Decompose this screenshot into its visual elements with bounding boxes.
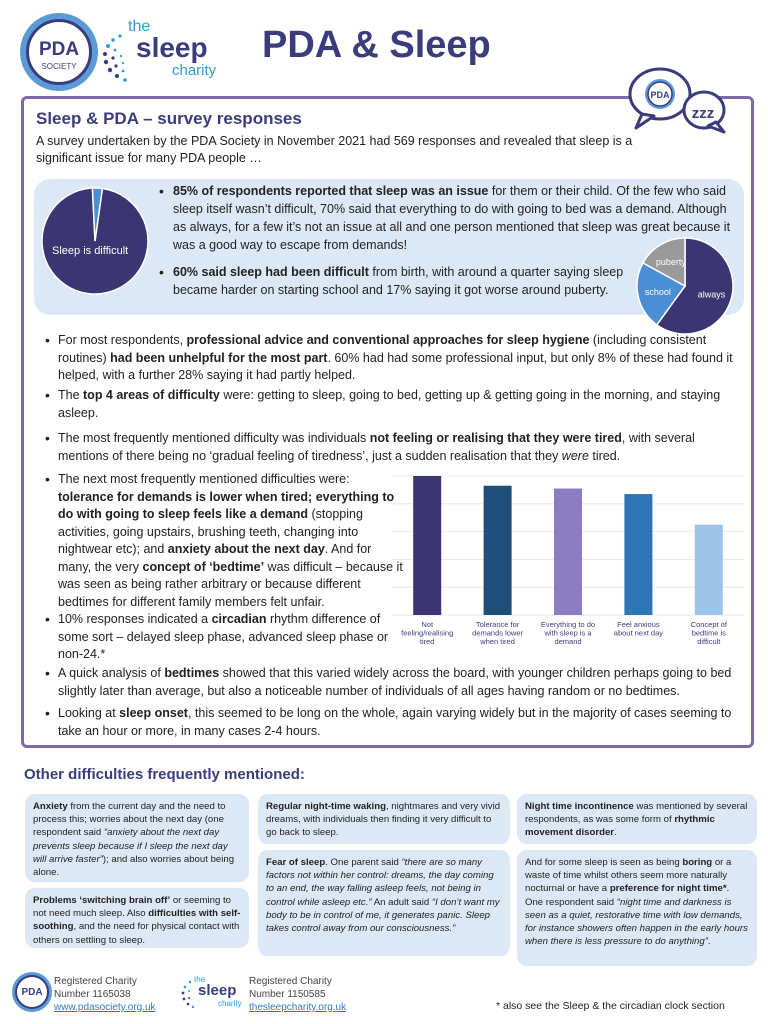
section-title: Sleep & PDA – survey responses <box>36 109 302 128</box>
sleep-charity-dots-icon <box>100 28 140 88</box>
bar-label-2: demand <box>554 637 582 646</box>
footer-pda-info: Registered Charity Number 1165038 www.pdasociety.org.uk <box>54 976 156 1013</box>
icon-zzz-text: zzz <box>691 105 715 122</box>
bar-label-4: Concept of <box>690 620 727 629</box>
bar-1 <box>484 486 512 615</box>
icon-pda-text: PDA <box>650 90 670 100</box>
footer-pda-logo: PDA <box>12 972 52 1012</box>
bullet-not-feeling-tired: • The most frequently mentioned difficulty was individuals not feeling or realising that they were tired, with several mentions of there being no ‘gradual feeling of tiredness’, just a sudden realisation that they were tired. <box>40 430 740 465</box>
bar-label-0: feeling/realising <box>401 628 454 638</box>
pie-label-1: school <box>644 287 671 298</box>
sleep-logo-charity: charity <box>172 62 217 79</box>
pda-society-logo <box>20 13 98 91</box>
sleep-charity-website-link[interactable]: thesleepcharity.org.uk <box>249 1002 347 1013</box>
sleep-charity-logo <box>100 18 235 88</box>
bar-label-1: Tolerance for <box>475 620 520 629</box>
bullet-circadian: • 10% responses indicated a circadian rhythm difference of some sort – delayed sleep phase, advanced sleep phase or non-24.* <box>40 611 395 664</box>
card-fear-of-sleep: Fear of sleep. One parent said “there are so many factors not within her control: dreams, the day coming to an end, the way falling asleep feels, not being in control while asleep etc.” An adult said “I don’t want my body to be in control of me, it generates panic. Sleep takes control away from our consciousness.” <box>258 850 510 956</box>
bullet-professional-advice: • For most respondents, professional advice and conventional approaches for sleep hygiene (including consistent routines) had been unhelpful for the most part. 60% had had some professional input, but only 8% of these had found it helped, with a further 28% saying it had partly helped. <box>40 332 740 385</box>
bar-label-4: difficult <box>697 637 721 646</box>
difficulties-bar-chart <box>392 472 744 652</box>
pda-website-link[interactable]: www.pdasociety.org.uk <box>54 1002 156 1013</box>
bar-label-4: bedtime is <box>691 628 726 638</box>
bar-4 <box>695 525 723 615</box>
bar-label-3: about next day <box>613 628 664 638</box>
bullet-top4: • The top 4 areas of difficulty were: getting to sleep, going to bed, getting up & getting going in the morning, and staying asleep. <box>40 387 740 422</box>
footer-sleep-charity-logo: the sleep charity <box>180 975 245 1015</box>
bar-label-2: with sleep is a <box>544 628 592 638</box>
bullet-bedtimes: • A quick analysis of bedtimes showed that this varied widely across the board, with younger children perhaps going to bed slightly later than average, but also a noticeable number of individuals of all ages having random or no bedtimes. <box>40 665 740 700</box>
other-difficulties-title: Other difficulties frequently mentioned: <box>24 766 305 783</box>
bar-label-1: demands lower <box>472 628 524 638</box>
onset-pie-chart <box>635 236 735 336</box>
bullet-sleep-onset: • Looking at sleep onset, this seemed to be long on the whole, again varying widely but in the majority of cases seeming to take an hour or more, in many cases 2-4 hours. <box>40 705 740 740</box>
card-night-waking: Regular night-time waking, nightmares and very vivid dreams, with individuals then finding it very difficult to go back to sleep. <box>258 794 510 844</box>
footer-sleep-charity-info: Registered Charity Number 1150585 thesleepcharity.org.uk <box>249 976 347 1013</box>
bullet-60-percent: • 60% said sleep had been difficult from birth, with around a quarter saying sleep became harder on starting school and 17% saying it got worse around puberty. <box>155 263 625 299</box>
pie-label-0: always <box>697 289 726 300</box>
page-title: PDA & Sleep <box>262 24 491 66</box>
card-switching-brain-off: Problems ‘switching brain off’ or seeming to not need much sleep. Also difficulties with self-soothing, and the need for physical contact with others on settling to sleep. <box>25 888 249 948</box>
sleep-difficult-pie-chart <box>40 186 150 296</box>
card-incontinence: Night time incontinence was mentioned by several respondents, as was some form of rhythmic movement disorder. <box>517 794 757 844</box>
sleep-logo-sleep: sleep <box>136 32 208 63</box>
bar-label-1: when tired <box>480 637 515 646</box>
intro-text: A survey undertaken by the PDA Society in November 2021 had 569 responses and revealed that sleep is a significant issue for many PDA people … <box>36 134 633 165</box>
bar-label-2: Everything to do <box>540 620 596 629</box>
bar-3 <box>624 494 652 615</box>
bar-label-3: Feel anxious <box>617 620 660 629</box>
bar-0 <box>413 476 441 615</box>
pda-logo-subtext: SOCIETY <box>41 62 77 71</box>
bar-label-0: Not <box>421 620 434 629</box>
bullet-next-difficulties: • The next most frequently mentioned difficulties were: tolerance for demands is lower when tired; everything to do with going to sleep feels like a demand (stopping activities, going upstairs, brushing teeth, changing into nightwear etc); and anxiety about the next day. And for many, the very concept of ‘bedtime’ was difficult – because it was seen as being rather arbitrary or because different bedtimes for different family members felt unfair. <box>40 471 405 611</box>
pie-label-2: puberty <box>655 257 686 268</box>
bullet-85-percent: • 85% of respondents reported that sleep was an issue for them or their child. Of the few who said sleep itself wasn’t difficult, 70% said that everything to do with going to bed was a demand. Although as always, for a few it’s not an issue at all and one person mentioned that sleep was great because it was a good way to escape from demands! <box>155 182 740 254</box>
card-anxiety: Anxiety from the current day and the need to process this; worries about the next day (one respondent said “anxiety about the next day prevents sleep because if I sleep the next day will arrive faster”); and also worries about being alone. <box>25 794 249 882</box>
card-night-preference: And for some sleep is seen as being boring or a waste of time whilst others seem more naturally nocturnal or have a preference for night time*. One respondent said “night time and darkness is seen as a quiet, restorative time with low demands, for instance showers often happen in the early hours when there is less pressure to do anything”. <box>517 850 757 966</box>
footnote: * also see the Sleep & the circadian clock section <box>496 1000 725 1012</box>
sleep-logo-the: the <box>128 18 151 35</box>
pie1-label: Sleep is difficult <box>52 245 129 257</box>
speech-bubble-sleep-icon <box>624 58 726 136</box>
pda-logo-text: PDA <box>38 39 80 60</box>
bar-label-0: tired <box>419 637 435 646</box>
bar-2 <box>554 489 582 615</box>
